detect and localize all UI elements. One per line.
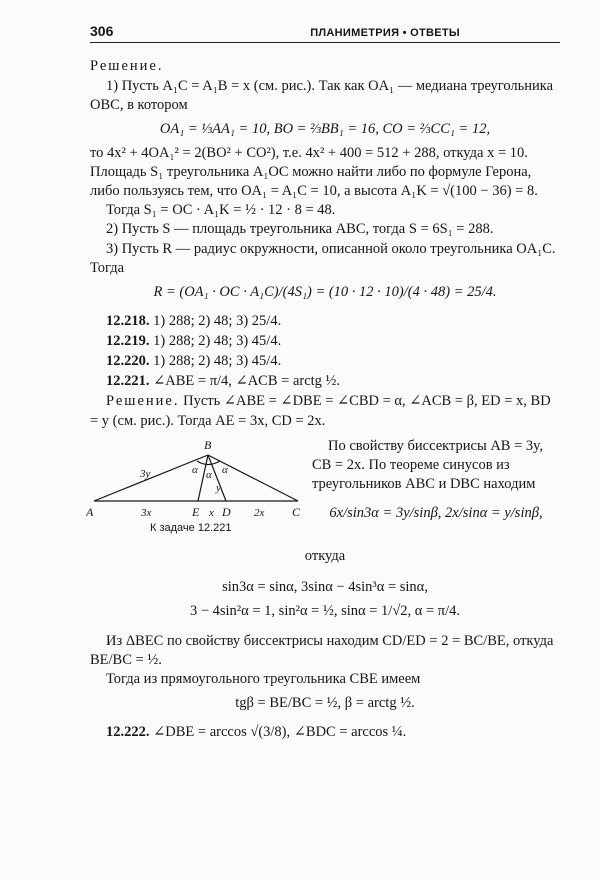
paragraph: По свойству биссектрисы AB = 3y, CB = 2x. По теореме синусов из треугольников ABC и DBC находим: [312, 437, 544, 492]
label-alpha-3: α: [222, 463, 228, 476]
label-bd: y: [216, 481, 221, 494]
paragraph: 3) Пусть R — радиус окружности, описанной около треугольника OA₁C. Тогда: [90, 240, 556, 276]
problem-number: 12.219.: [106, 333, 150, 350]
label-dc: 2x: [254, 506, 265, 519]
label-d: D: [222, 504, 231, 519]
answers-list: [90, 312, 560, 392]
answer-text: ∠ABE = π/4, ∠ACB = arctg ½.: [153, 373, 341, 390]
answer-text: 1) 288; 2) 48; 3) 45/4.: [153, 353, 282, 370]
label-ed: x: [209, 506, 214, 519]
figure-side-text: [306, 437, 560, 536]
formula: sin3α = sinα, 3sinα − 4sin³α = sinα,: [222, 579, 428, 596]
paragraph: Из ΔBEC по свойству биссектрисы находим CD/ED = 2 = BC/BE, откуда BE/BC = ½.: [90, 632, 554, 668]
answer-item: [106, 312, 560, 331]
label-c: C: [292, 504, 301, 519]
solution-label: Решение.: [106, 393, 180, 410]
solution-label: Решение.: [90, 58, 164, 75]
paragraph: Тогда S₁ = OC · A₁K = ½ · 12 · 8 = 48.: [106, 202, 336, 219]
paragraph: 2) Пусть S — площадь треугольника ABC, тогда S = 6S₁ = 288.: [106, 221, 494, 238]
problem-number: 12.221.: [106, 373, 150, 390]
formula: R = (OA₁ · OC · A₁C)/(4S₁) = (10 · 12 · 10)/(4 · 48) = 25/4.: [153, 283, 497, 300]
paragraph: то 4x² + 4OA₁² = 2(BO² + CO²), т.е. 4x² + 400 = 512 + 288, откуда x = 10. Площадь S₁ треугольника A₁OC можно найти либо по формуле Герона, либо пользуясь тем, что OA₁ = A₁C = 10, а высота A₁K = √(100 − 36) = 8.: [90, 144, 538, 200]
paragraph: [90, 392, 560, 430]
page-number: 306: [90, 23, 114, 39]
page-header: [90, 22, 560, 43]
answer-item: [90, 723, 560, 742]
figure-area: [86, 437, 560, 536]
answer-item: [106, 352, 560, 371]
problem-number: 12.222.: [106, 724, 150, 741]
figure-caption: К задаче 12.221: [150, 521, 232, 534]
answer-text: 1) 288; 2) 48; 3) 45/4.: [153, 333, 282, 350]
textbook-page: [86, 22, 560, 742]
paragraph: откуда: [304, 548, 346, 565]
line-bc: [208, 455, 298, 501]
formula: 6x/sin3α = 3y/sinβ, 2x/sinα = y/sinβ,: [329, 505, 543, 522]
problem-number: 12.220.: [106, 353, 150, 370]
answer-text: ∠DBE = arccos √(3/8), ∠BDC = arccos ¼.: [153, 724, 407, 741]
paragraph: Тогда из прямоугольного треугольника CBE имеем: [106, 670, 421, 687]
running-title: ПЛАНИМЕТРИЯ • ОТВЕТЫ: [310, 26, 460, 39]
label-alpha-2: α: [206, 468, 212, 481]
label-ab: 3y: [140, 467, 151, 480]
paragraph-text: Пусть ∠ABE = ∠DBE = ∠CBD = α, ∠ACB = β, ED = x, BD = y (см. рис.). Тогда AE = 3x, CD = 2x.: [90, 393, 551, 429]
line-ab: [94, 455, 208, 501]
label-a: A: [86, 504, 94, 519]
label-e: E: [192, 504, 200, 519]
answer-item: [106, 372, 560, 391]
figure: [86, 437, 306, 536]
answer-item: [106, 332, 560, 351]
answer-text: 1) 288; 2) 48; 3) 25/4.: [153, 312, 282, 329]
label-ae: 3x: [141, 506, 152, 519]
problem-number: 12.218.: [106, 312, 150, 329]
paragraph: 1) Пусть A₁C = A₁B = x (см. рис.). Так как OA₁ — медиана треугольника OBC, в котором: [90, 77, 554, 113]
triangle-figure: [86, 437, 306, 519]
formula: tgβ = BE/BC = ½, β = arctg ½.: [235, 694, 415, 711]
formula: 3 − 4sin²α = 1, sin²α = ½, sinα = 1/√2, α = π/4.: [189, 603, 461, 620]
label-b: B: [204, 437, 212, 452]
formula: OA₁ = ⅓AA₁ = 10, BO = ⅔BB₁ = 16, CO = ⅔CC₁ = 12,: [159, 120, 491, 137]
angle-arc: [197, 461, 220, 465]
label-alpha-1: α: [192, 463, 198, 476]
